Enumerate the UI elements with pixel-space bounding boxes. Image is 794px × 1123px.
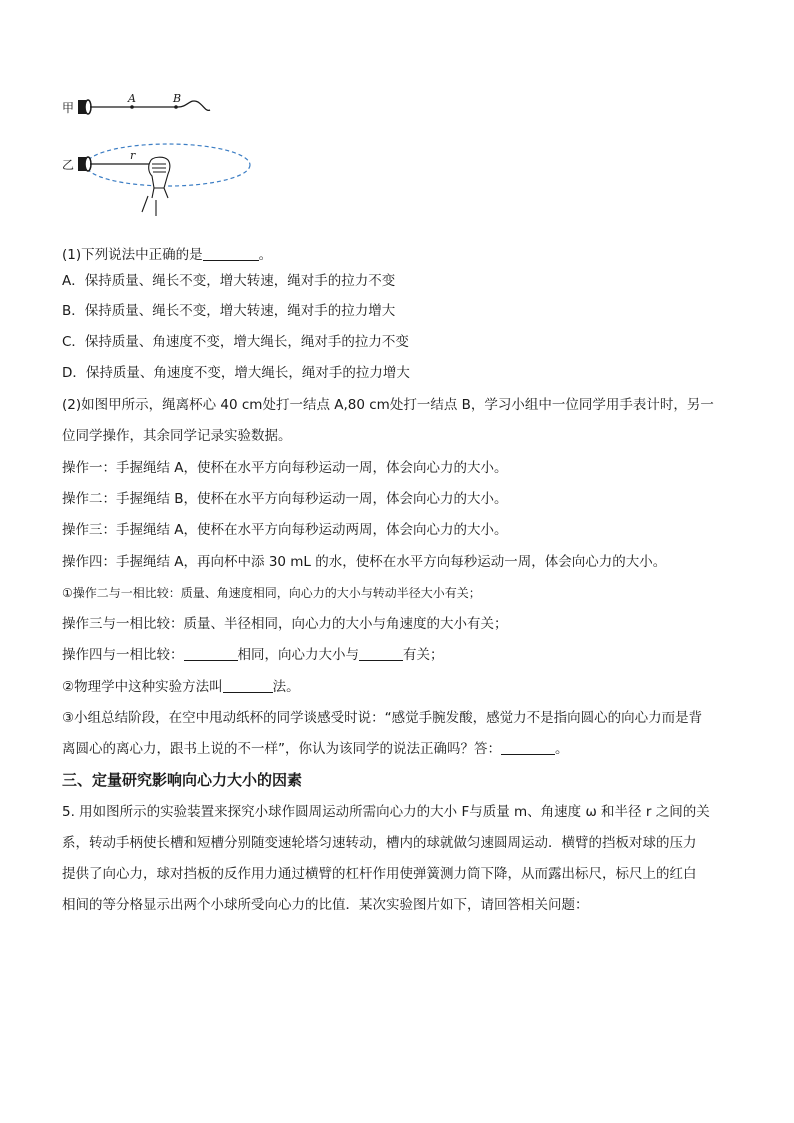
q2-summary-line2 bbox=[62, 739, 569, 759]
q2-method-suffix: 法。 bbox=[272, 679, 300, 695]
q2-operation-3: 操作三：手握绳结 A，使杯在水平方向每秒运动两周，体会向心力的大小。 bbox=[62, 522, 508, 538]
q5-line4: 相间的等分格显示出两个小球所受向心力的比值．某次实验图片如下，请回答相关问题： bbox=[62, 897, 589, 913]
q2-summary-end: 。 bbox=[555, 741, 569, 757]
q2-compare-3-prefix: 操作四与一相比较： bbox=[62, 647, 184, 663]
q1-prompt-text: (1)下列说法中正确的是 bbox=[62, 247, 203, 263]
q2-compare-2: 操作三与一相比较：质量、半径相同，向心力的大小与角速度的大小有关； bbox=[62, 616, 508, 632]
q1-answer-blank[interactable] bbox=[203, 246, 259, 261]
label-yi: 乙 bbox=[62, 158, 75, 172]
q2-intro-line2: 位同学操作，其余同学记录实验数据。 bbox=[62, 428, 292, 444]
q5-line1: 5. 用如图所示的实验装置来探究小球作圆周运动所需向心力的大小 F与质量 m、角速度 ω 和半径 r 之间的关 bbox=[62, 804, 710, 820]
q2-compare-3-suffix: 有关； bbox=[403, 647, 444, 663]
q5-line2: 系，转动手柄使长槽和短槽分别随变速轮塔匀速转动，槽内的球就做匀速圆周运动．横臂的挡板对球的压力 bbox=[62, 835, 697, 851]
q2-operation-4: 操作四：手握绳结 A，再向杯中添 30 mL 的水，使杯在水平方向每秒运动一周，体会向心力的大小。 bbox=[62, 554, 667, 570]
point-B-label: B bbox=[173, 92, 182, 105]
q2-method-blank[interactable] bbox=[223, 678, 273, 693]
q2-summary-line1: ③小组总结阶段，在空中甩动纸杯的同学谈感受时说：“感觉手腕发酸，感觉力不是指向圆心的向心力而是背 bbox=[62, 710, 703, 726]
cup-icon-yi bbox=[78, 157, 91, 171]
q1-option-a: A．保持质量、绳长不变，增大转速，绳对手的拉力不变 bbox=[62, 273, 396, 289]
hand-icon bbox=[142, 157, 170, 216]
q2-summary-text: 离圆心的离心力，跟书上说的不一样”，你认为该同学的说法正确吗？答： bbox=[62, 741, 501, 757]
q2-compare-1: ①操作二与一相比较：质量、角速度相同，向心力的大小与转动半径大小有关； bbox=[62, 586, 481, 600]
q2-compare-3 bbox=[62, 645, 444, 665]
cup-icon-jia bbox=[78, 100, 91, 114]
q1-option-b: B．保持质量、绳长不变，增大转速，绳对手的拉力增大 bbox=[62, 303, 396, 319]
q1-option-c: C．保持质量、角速度不变，增大绳长，绳对手的拉力不变 bbox=[62, 334, 409, 350]
q2-intro-line1: (2)如图甲所示，绳离杯心 40 cm处打一结点 A,80 cm处打一结点 B，学习小组中一位同学用手表计时，另一 bbox=[62, 397, 714, 413]
q5-line3: 提供了向心力，球对挡板的反作用力通过横臂的杠杆作用使弹簧测力筒下降，从而露出标尺，标尺上的红白 bbox=[62, 866, 697, 882]
label-jia: 甲 bbox=[62, 101, 75, 115]
q2-compare-3-blank-1[interactable] bbox=[184, 646, 238, 661]
cup-rope-figure bbox=[60, 88, 260, 218]
q1-option-d: D．保持质量、角速度不变，增大绳长，绳对手的拉力增大 bbox=[62, 365, 410, 381]
radius-label: r bbox=[130, 149, 136, 162]
q1-prompt-end: 。 bbox=[258, 247, 273, 263]
q2-operation-2: 操作二：手握绳结 B，使杯在水平方向每秒运动一周，体会向心力的大小。 bbox=[62, 491, 508, 507]
section-3-title: 三、定量研究影响向心力大小的因素 bbox=[62, 771, 303, 789]
q2-compare-3-middle: 相同，向心力大小与 bbox=[237, 647, 359, 663]
q2-method-prefix: ②物理学中这种实验方法叫 bbox=[62, 679, 223, 695]
q1-prompt bbox=[62, 245, 272, 265]
rope-jia bbox=[90, 101, 210, 110]
q2-compare-3-blank-2[interactable] bbox=[359, 646, 403, 661]
q2-summary-blank[interactable] bbox=[501, 740, 555, 755]
q2-method bbox=[62, 677, 300, 697]
knot-A bbox=[130, 105, 134, 109]
point-A-label: A bbox=[128, 92, 136, 105]
q2-operation-1: 操作一：手握绳结 A，使杯在水平方向每秒运动一周，体会向心力的大小。 bbox=[62, 460, 508, 476]
knot-B bbox=[174, 105, 178, 109]
